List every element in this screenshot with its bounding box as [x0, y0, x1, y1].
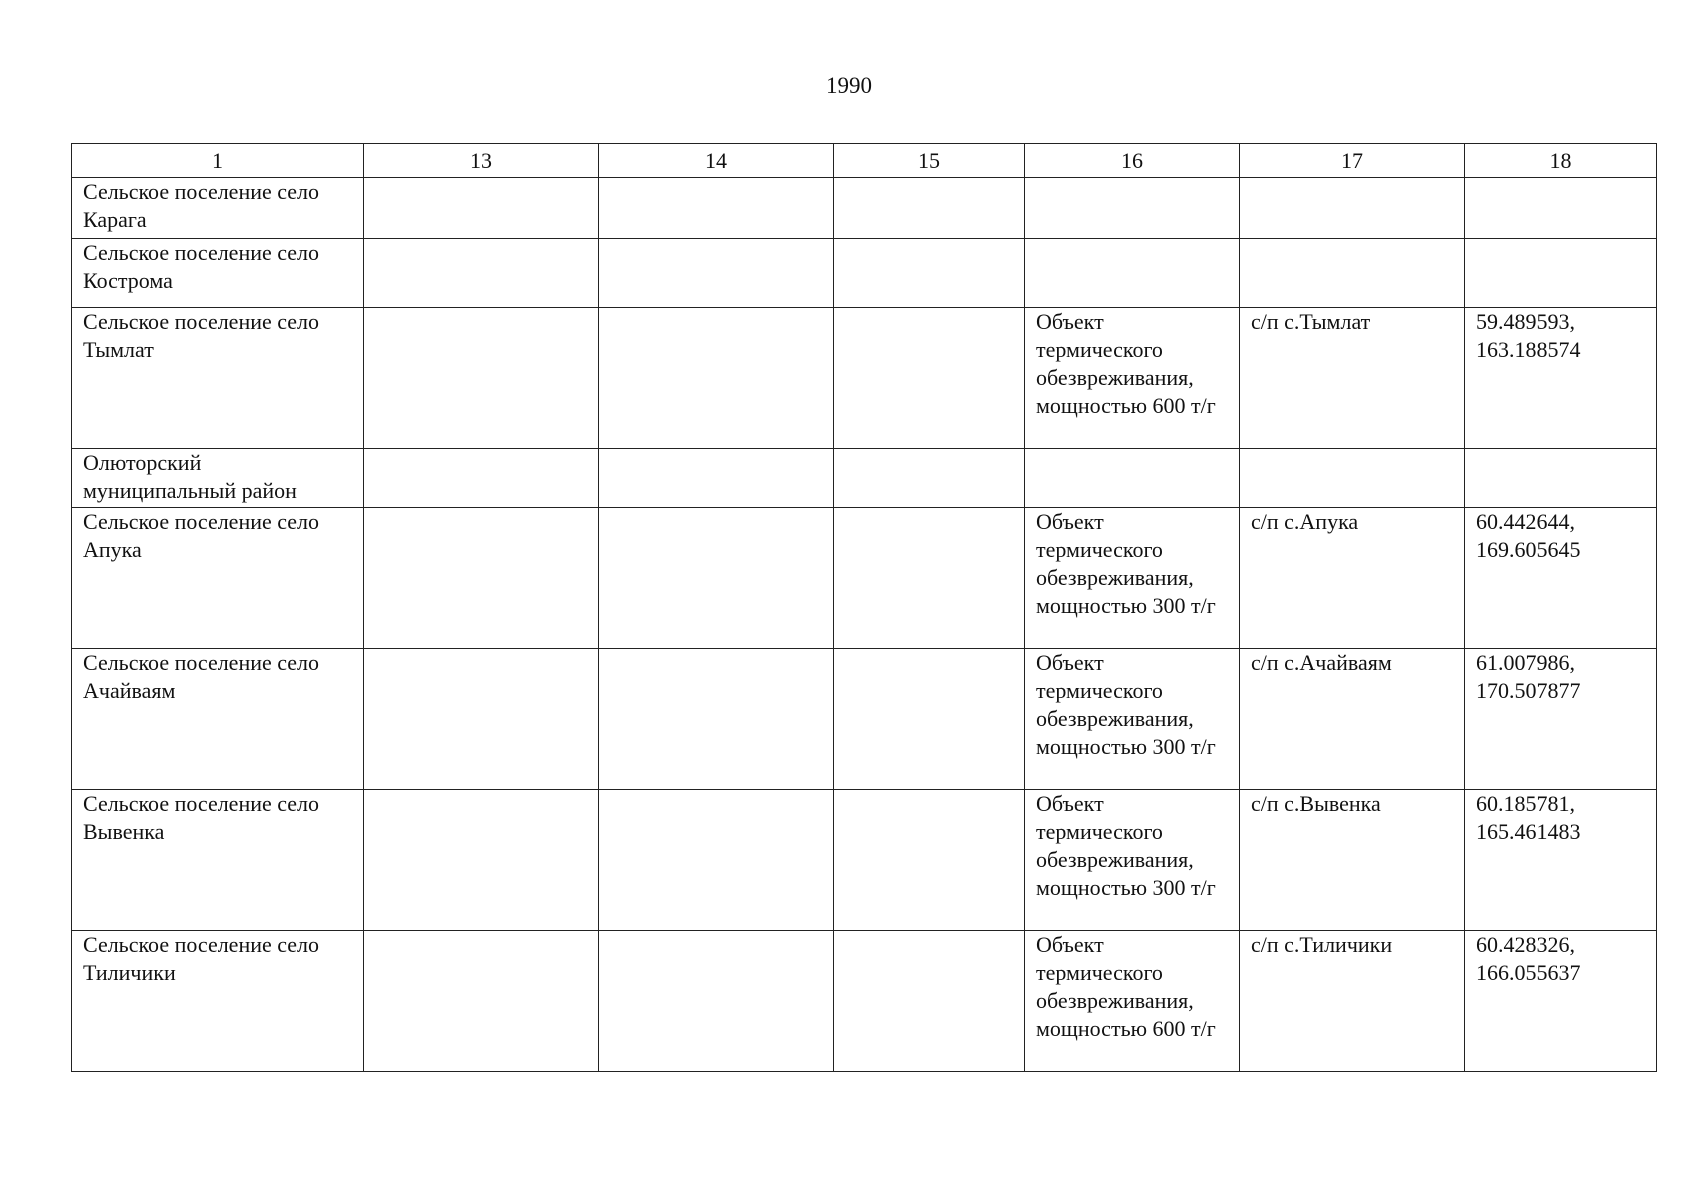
data-table — [71, 143, 1657, 1072]
table-row — [72, 508, 1657, 649]
table-cell — [364, 649, 599, 790]
object-cell: Объект термического обезвреживания, мощностью 600 т/г — [1025, 931, 1240, 1072]
table-cell — [364, 931, 599, 1072]
column-header: 18 — [1465, 144, 1657, 178]
table-cell — [599, 449, 834, 508]
table-cell — [834, 239, 1025, 308]
location-cell: с/п с.Тымлат — [1240, 308, 1465, 449]
object-cell — [1025, 449, 1240, 508]
table-cell — [364, 790, 599, 931]
object-cell — [1025, 239, 1240, 308]
table-cell — [834, 308, 1025, 449]
object-cell — [1025, 178, 1240, 239]
page-number: 1990 — [826, 73, 872, 98]
table-cell — [834, 931, 1025, 1072]
column-header: 1 — [72, 144, 364, 178]
coordinates-cell: 60.442644, 169.605645 — [1465, 508, 1657, 649]
table-cell — [834, 508, 1025, 649]
table-row — [72, 790, 1657, 931]
table-cell — [364, 308, 599, 449]
settlement-name-cell: Сельское поселение село Тымлат — [72, 308, 364, 449]
coordinates-cell: 59.489593, 163.188574 — [1465, 308, 1657, 449]
coordinates-cell — [1465, 178, 1657, 239]
settlement-name-cell: Сельское поселение село Кострома — [72, 239, 364, 308]
table-cell — [599, 790, 834, 931]
table-cell — [834, 790, 1025, 931]
location-cell: с/п с.Ачайваям — [1240, 649, 1465, 790]
location-cell: с/п с.Апука — [1240, 508, 1465, 649]
table-cell — [599, 931, 834, 1072]
settlement-name-cell: Сельское поселение село Вывенка — [72, 790, 364, 931]
settlement-name-cell: Сельское поселение село Тиличики — [72, 931, 364, 1072]
object-cell: Объект термического обезвреживания, мощностью 300 т/г — [1025, 649, 1240, 790]
column-header: 15 — [834, 144, 1025, 178]
table-cell — [364, 178, 599, 239]
object-cell: Объект термического обезвреживания, мощностью 600 т/г — [1025, 308, 1240, 449]
district-name-cell: Олюторский муниципальный район — [72, 449, 364, 508]
coordinates-cell — [1465, 449, 1657, 508]
table-cell — [834, 649, 1025, 790]
table-cell — [599, 508, 834, 649]
table-row — [72, 178, 1657, 239]
table-cell — [599, 308, 834, 449]
table-cell — [599, 178, 834, 239]
coordinates-cell: 60.428326, 166.055637 — [1465, 931, 1657, 1072]
coordinates-cell: 61.007986, 170.507877 — [1465, 649, 1657, 790]
object-cell: Объект термического обезвреживания, мощностью 300 т/г — [1025, 790, 1240, 931]
table-row — [72, 308, 1657, 449]
table-header-row — [72, 144, 1657, 178]
table-cell — [364, 239, 599, 308]
table-row — [72, 931, 1657, 1072]
location-cell: с/п с.Тиличики — [1240, 931, 1465, 1072]
location-cell — [1240, 178, 1465, 239]
object-cell: Объект термического обезвреживания, мощностью 300 т/г — [1025, 508, 1240, 649]
column-header: 17 — [1240, 144, 1465, 178]
table-row — [72, 239, 1657, 308]
table-cell — [364, 508, 599, 649]
column-header: 14 — [599, 144, 834, 178]
table-cell — [834, 449, 1025, 508]
coordinates-cell — [1465, 239, 1657, 308]
table-cell — [599, 649, 834, 790]
location-cell: с/п с.Вывенка — [1240, 790, 1465, 931]
table-cell — [834, 178, 1025, 239]
column-header: 13 — [364, 144, 599, 178]
location-cell — [1240, 449, 1465, 508]
table-row — [72, 449, 1657, 508]
coordinates-cell: 60.185781, 165.461483 — [1465, 790, 1657, 931]
settlement-name-cell: Сельское поселение село Карага — [72, 178, 364, 239]
table-cell — [364, 449, 599, 508]
table-row — [72, 649, 1657, 790]
location-cell — [1240, 239, 1465, 308]
settlement-name-cell: Сельское поселение село Ачайваям — [72, 649, 364, 790]
column-header: 16 — [1025, 144, 1240, 178]
table-cell — [599, 239, 834, 308]
settlement-name-cell: Сельское поселение село Апука — [72, 508, 364, 649]
